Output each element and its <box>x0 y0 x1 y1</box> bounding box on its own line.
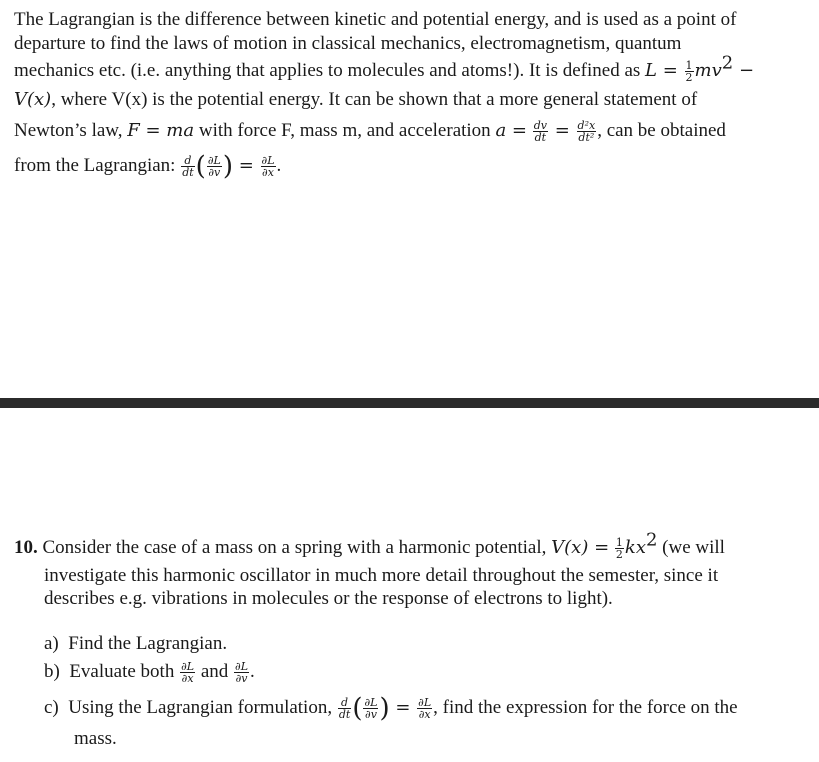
section-divider <box>0 398 819 408</box>
part-b: b) Evaluate both $\frac{\partial L}{\partial x}$ and $\frac{\partial L}{\partial v}$ . <box>44 660 255 686</box>
lagrangian-symbol: L <box>645 60 657 81</box>
part-a: a) Find the Lagrangian. <box>44 633 228 654</box>
intro-line-5: Newton’s law, F = ma with force F, mass m, and acceleration a = $\frac{dv}{dt}$ = $\frac{\text{d²x}}{\text{dt²}}$ , can be obtained <box>14 119 726 145</box>
intro-line-3: mechanics etc. (i.e. anything that applies to molecules and atoms!). It is defined as L = $\frac{1}{2}$ $mv^2$ − <box>14 52 755 85</box>
intro-line-2: departure to find the laws of motion in classical mechanics, electromagnetism, quantum <box>14 33 682 54</box>
newtons-law-formula: F = ma <box>127 120 195 141</box>
intro-line-6: from the Lagrangian: $\frac{d}{dt}$ ( $\frac{\partial L}{\partial v}$ ) = $\frac{\partial L}{\partial x}$ . <box>14 151 282 182</box>
part-c: c) Using the Lagrangian formulation, $\frac{d}{dt}$ ( $\frac{\partial L}{\partial v}$ ) = $\frac{\partial L}{\partial x}$ , find the expression for the force on the <box>44 693 738 724</box>
question-line-3: describes e.g. vibrations in molecules or the response of electrons to light). <box>44 588 613 609</box>
intro-line-1: The Lagrangian is the difference between kinetic and potential energy, and is used as a point of <box>14 9 737 30</box>
part-c-continued: mass. <box>74 728 117 749</box>
question-line-2: investigate this harmonic oscillator in much more detail throughout the semester, since it <box>44 565 719 586</box>
intro-line-3-text: mechanics etc. (i.e. anything that applies to molecules and atoms!). It is defined as <box>14 60 641 81</box>
question-line-1: 10. Consider the case of a mass on a spring with a harmonic potential, V(x) = $\frac{1}{2}$ $kx^2$ (we will <box>14 529 725 562</box>
intro-line-4: V(x), where V(x) is the potential energy. It can be shown that a more general statement of <box>14 89 698 110</box>
half-fraction: $\frac{1}{2}$ <box>685 59 693 85</box>
question-number: 10. <box>14 537 38 558</box>
